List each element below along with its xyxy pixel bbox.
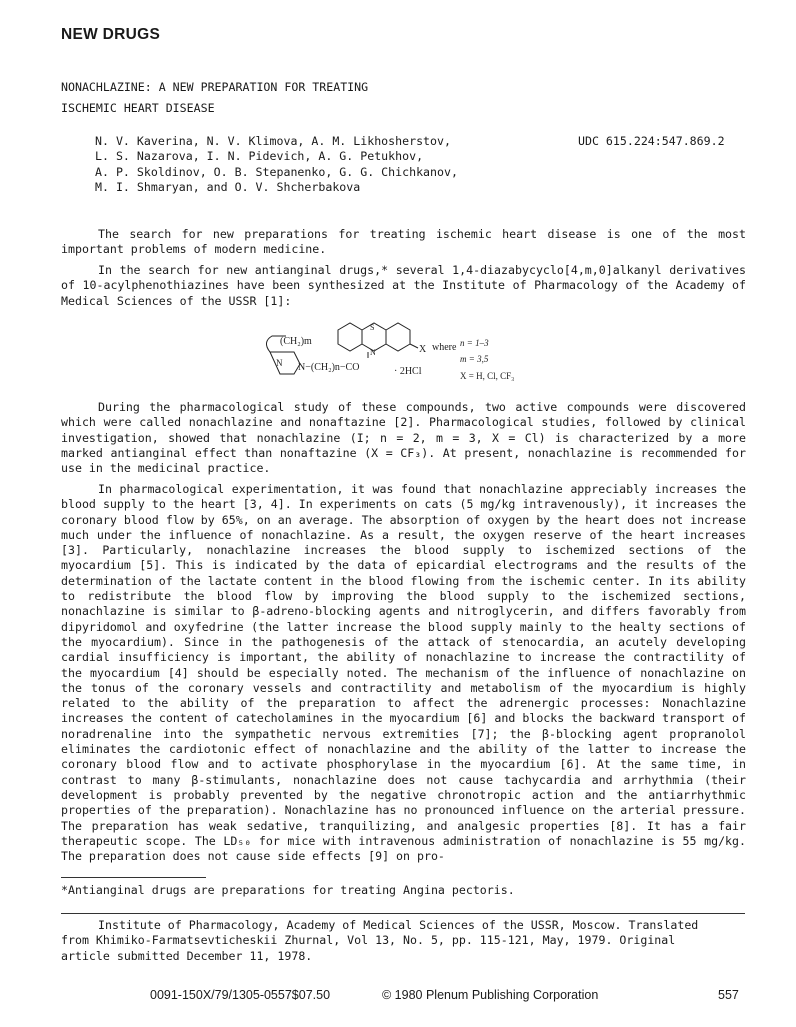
- issn-code: 0091-150X/79/1305-0557$07.50: [150, 988, 331, 1002]
- paragraph-study: [61, 400, 746, 476]
- piperazine-n-atom: N: [276, 358, 283, 368]
- paragraph-pharmacology-text: In pharmacological experimentation, it was found that nonachlazine appreciably increases the blood supply to the heart [3, 4]. In experiments on cats (5 mg/kg intravenously), it increases the coronary blood flow by 65%, on an average. The absorption of oxygen by the heart does not increase much under the influence of nonachlazine. As a result, the oxygen reserve of the heart increases [3]. Particularly, nonachlazine increases the blood supply to ischemized sections of the myocardium [5]. This is indicated by the data of epicardial electrograms and the results of the determination of the lactate content in the blood flowing from the ischemic center. In its ability to redistribute the blood flow by improving the blood supply to the ischemized sections, nonachlazine is similar to β-adreno-blocking agents and nitroglycerin, and differs favorably from dipyridomol and oxyfedrine (the latter increase the blood supply mainly to the healty sections of the myocardium). Since in the pathogenesis of the attack of stenocardia, an acutely developing cardial insufficiency is important, the ability of nonachlazine to increase the contractility of the myocardium [4] should be especially noted. The mechanism of the influence of nonachlazine on the tonus of the coronary vessels and contractility and metabolism of the myocardium is highly related to the ability of the preparation to affect the adrenergic processes: Nonachlazine increases the content of catecholamines in the myocardium [6] and blocks the backward transport of noradrenaline into the sympathetic nervous extremities [7]; the β-blocking agent propranolol eliminates the cardiotonic effect of nonachlazine and the ability of the latter to increase the coronary blood flow and to activate phosphorylase in the myocardium [6]. At the same time, in contrast to many β-stimulants, nonachlazine does not cause tachycardia and arrhythmia (their development is probably prevented by the negative chronotropic action and the antiarrhythmic properties of the preparation). Nonachlazine has no pronounced influence on the arterial pressure. The preparation has weak sedative, tranquilizing, and analgesic properties [8]. It has a fair therapeutic scope. The LD₅₀ for mice with intravenous administration of nonachlazine is 55 mg/kg. The preparation does not cause side effects [9] on pro-: [61, 482, 746, 864]
- ring-chain-label: (CH₂)m: [280, 336, 312, 347]
- author-line-1: N. V. Kaverina, N. V. Klimova, A. M. Likhosherstov,: [95, 134, 451, 148]
- udc-code: UDC 615.224:547.869.2: [578, 134, 725, 148]
- condition-m: m = 3,5: [460, 354, 489, 364]
- paragraph-intro: [61, 227, 746, 258]
- x-substituent-bond: [410, 344, 418, 348]
- author-line-3: A. P. Skoldinov, O. B. Stepanenko, G. G. Chichkanov,: [95, 164, 458, 179]
- affiliation-divider: [61, 913, 745, 914]
- x-substituent: X: [419, 344, 427, 355]
- phenothiazine-n-atom: N: [370, 348, 376, 357]
- paragraph-study-text: During the pharmacological study of these compounds, two active compounds were discovered which were called nonachlazine and nonaftazine [2]. Pharmacological studies, followed by clinical investigation, showed that nonachlazine (I; n = 2, m = 3, X = Cl) is characterized by a more marked antianginal effect than nonaftazine (X = CF₃). At present, nonachlazine is recommended for use in the medicinal practice.: [61, 400, 746, 476]
- condition-x: X = H, Cl, CF₃: [460, 371, 515, 381]
- affiliation-note: [61, 918, 745, 964]
- where-label: where: [432, 342, 457, 353]
- footnote: *Antianginal drugs are preparations for treating Angina pectoris.: [61, 883, 515, 897]
- paragraph-search-text: In the search for new antianginal drugs,* several 1,4-diazabycyclo[4,m,0]alkanyl derivatives of 10-acylphenothiazines have been synthesized at the Institute of Pharmacology of the Academy of Medical Sciences of the USSR [1]:: [61, 263, 746, 308]
- author-list: [95, 134, 458, 195]
- affiliation-line-2: from Khimiko-Farmatsevticheskii Zhurnal, Vol 13, No. 5, pp. 115-121, May, 1979. Original: [61, 933, 676, 948]
- paragraph-pharmacology: [61, 482, 746, 864]
- structural-formula: [258, 322, 518, 392]
- piperazine-ring: [270, 352, 300, 374]
- author-line-2: L. S. Nazarova, I. N. Pidevich, A. G. Petukhov,: [95, 149, 424, 164]
- title-line-1: NONACHLAZINE: A NEW PREPARATION FOR TREATING: [61, 80, 369, 94]
- phenothiazine-left-ring: [338, 323, 362, 351]
- affiliation-line-1: Institute of Pharmacology, Academy of Medical Sciences of the USSR, Moscow. Translated: [98, 918, 699, 932]
- title-line-2: ISCHEMIC HEART DISEASE: [61, 101, 215, 116]
- footnote-divider: [61, 877, 206, 878]
- hydrochloride-salt: · 2HCl: [394, 366, 422, 377]
- section-label: NEW DRUGS: [61, 26, 161, 43]
- paragraph-search: [61, 263, 746, 309]
- copyright-notice: © 1980 Plenum Publishing Corporation: [382, 988, 599, 1002]
- acyl-chain-label: N−(CH₂)n−CO: [298, 362, 360, 373]
- paragraph-intro-text: The search for new preparations for treating ischemic heart disease is one of the most important problems of modern medicine.: [61, 227, 746, 257]
- sulfur-atom: S: [370, 323, 375, 332]
- article-title: [61, 80, 368, 117]
- author-line-4: M. I. Shmaryan, and O. V. Shcherbakova: [95, 179, 361, 194]
- condition-n: n = 1–3: [460, 338, 489, 348]
- page-number: 557: [718, 988, 739, 1002]
- phenothiazine-right-ring: [386, 323, 410, 351]
- affiliation-line-3: article submitted December 11, 1978.: [61, 948, 313, 963]
